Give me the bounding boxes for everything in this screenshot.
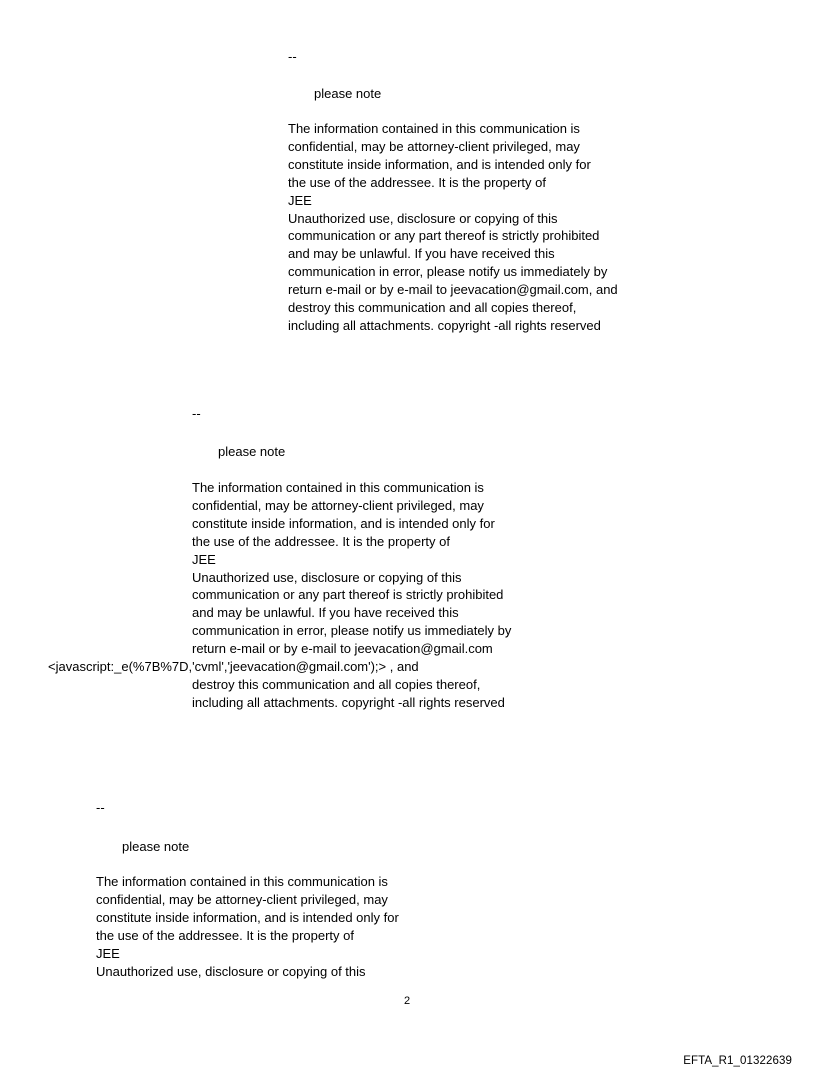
text-line: communication in error, please notify us immediately by	[192, 623, 512, 639]
text-line: communication or any part thereof is strictly prohibited	[192, 587, 504, 603]
text-line: confidential, may be attorney-client privileged, may	[192, 497, 484, 513]
text-line: destroy this communication and all copies thereof,	[192, 677, 481, 692]
text-line: the use of the addressee. It is the property of	[192, 533, 450, 549]
text-line: communication in error, please notify us immediately by	[288, 264, 608, 280]
text-line: Unauthorized use, disclosure or copying of this	[192, 569, 462, 585]
text-line: constitute inside information, and is intended only for	[192, 515, 495, 531]
text-line: Unauthorized use, disclosure or copying of this	[96, 963, 366, 979]
text-line: communication or any part thereof is strictly prohibited	[288, 228, 600, 244]
text-line: JEE	[288, 192, 312, 208]
text-line: confidential, may be attorney-client privileged, may	[288, 138, 580, 154]
text-line: the use of the addressee. It is the property of	[288, 174, 546, 190]
text-line: The information contained in this communication is	[288, 121, 580, 136]
disclaimer-paragraph	[192, 479, 511, 658]
text-line: return e-mail or by e-mail to jeevacation@gmail.com, and	[288, 282, 618, 298]
text-line: confidential, may be attorney-client privileged, may	[96, 891, 388, 907]
separator: --	[192, 406, 201, 421]
text-line: constitute inside information, and is intended only for	[288, 156, 591, 172]
bates-number: EFTA_R1_01322639	[683, 1055, 792, 1067]
text-line: including all attachments. copyright -all rights reserved	[192, 694, 505, 710]
separator: --	[96, 800, 105, 815]
text-line: The information contained in this communication is	[192, 480, 484, 495]
separator: --	[288, 49, 297, 64]
text-line: JEE	[192, 551, 216, 567]
text-line: and may be unlawful. If you have received this	[192, 605, 459, 621]
text-line: JEE	[96, 945, 120, 961]
text-line: return e-mail or by e-mail to jeevacation@gmail.com	[192, 641, 493, 657]
section-heading: please note	[218, 444, 286, 459]
javascript-link-text: <javascript:_e(%7B%7D,'cvml','jeevacation@gmail.com');> , and	[48, 659, 419, 674]
text-line: the use of the addressee. It is the property of	[96, 927, 354, 943]
text-line: Unauthorized use, disclosure or copying of this	[288, 210, 558, 226]
section-heading: please note	[314, 86, 382, 101]
text-line: and may be unlawful. If you have received this	[288, 246, 555, 262]
page-number: 2	[404, 995, 411, 1007]
section-heading: please note	[122, 839, 190, 854]
text-line: including all attachments. copyright -all rights reserved	[288, 317, 601, 333]
disclaimer-paragraph	[96, 873, 399, 980]
disclaimer-paragraph	[288, 120, 618, 335]
disclaimer-paragraph-end	[192, 676, 505, 712]
text-line: destroy this communication and all copies thereof,	[288, 300, 577, 316]
text-line: The information contained in this communication is	[96, 874, 388, 889]
text-line: constitute inside information, and is intended only for	[96, 909, 399, 925]
